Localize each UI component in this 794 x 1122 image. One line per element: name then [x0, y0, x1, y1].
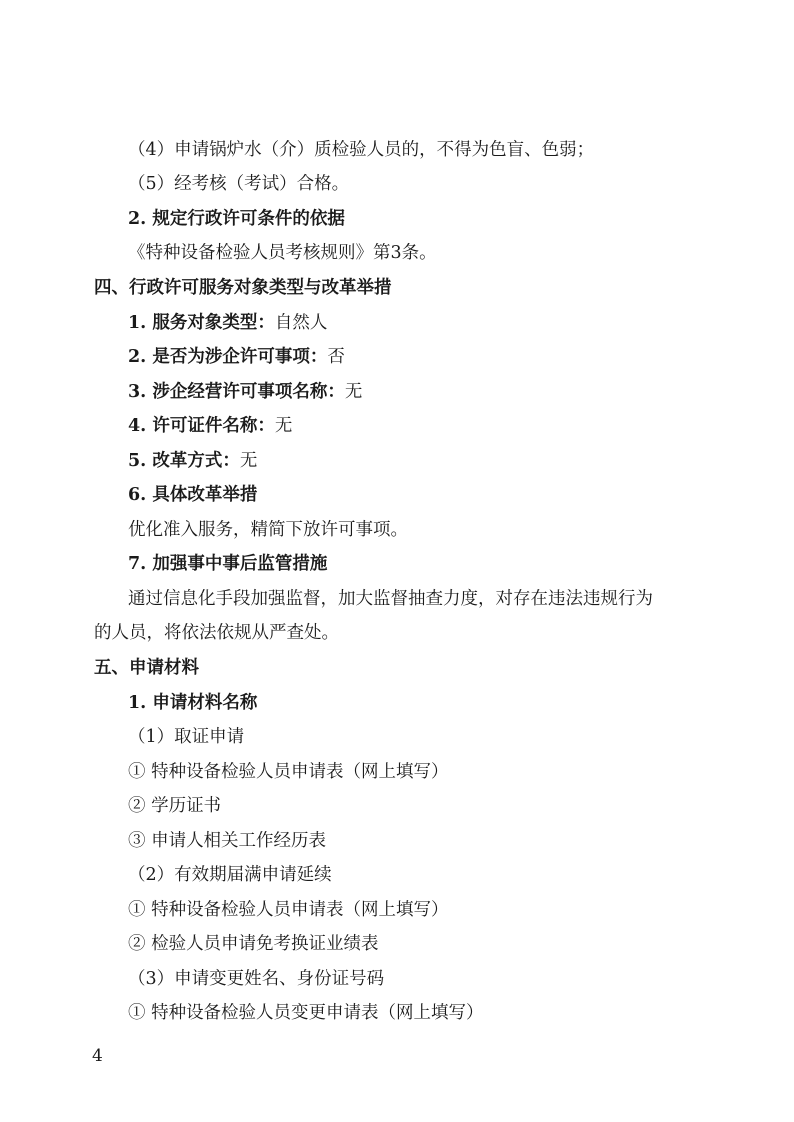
list-item: ① 特种设备检验人员申请表（网上填写）	[128, 900, 449, 920]
paragraph-line: 通过信息化手段加强监督，加大监督抽查力度，对存在违法违规行为	[128, 589, 653, 609]
paragraph-line: 的人员，将依法依规从严查处。	[94, 623, 339, 643]
list-item: ① 特种设备检验人员申请表（网上填写）	[128, 762, 449, 782]
subheading: 1. 申请材料名称	[128, 693, 258, 713]
list-item: （1）取证申请	[128, 727, 245, 747]
subheading: 6. 具体改革举措	[128, 485, 258, 505]
section-heading: 四、行政许可服务对象类型与改革举措	[94, 278, 392, 298]
subheading: 7. 加强事中事后监管措施	[128, 554, 328, 574]
list-item: ① 特种设备检验人员变更申请表（网上填写）	[128, 1003, 484, 1023]
list-item: （2）有效期届满申请延续	[128, 865, 332, 885]
field-line: 4. 许可证件名称：无	[128, 416, 293, 436]
list-item: ② 检验人员申请免考换证业绩表	[128, 934, 379, 954]
section-heading: 五、申请材料	[94, 658, 199, 678]
subheading: 2. 规定行政许可条件的依据	[128, 209, 345, 229]
paragraph-line: （5）经考核（考试）合格。	[128, 174, 350, 194]
field-line: 1. 服务对象类型：自然人	[128, 313, 328, 333]
paragraph-line: 《特种设备检验人员考核规则》第3条。	[128, 243, 437, 263]
list-item: ③ 申请人相关工作经历表	[128, 831, 327, 851]
paragraph-line: 优化准入服务，精简下放许可事项。	[128, 520, 408, 540]
paragraph-line: （4）申请锅炉水（介）质检验人员的，不得为色盲、色弱；	[128, 140, 595, 160]
field-line: 2. 是否为涉企许可事项：否	[128, 347, 345, 367]
list-item: （3）申请变更姓名、身份证号码	[128, 969, 385, 989]
field-line: 5. 改革方式：无	[128, 451, 258, 471]
page-number: 4	[92, 1046, 103, 1066]
field-line: 3. 涉企经营许可事项名称：无	[128, 382, 363, 402]
list-item: ② 学历证书	[128, 796, 222, 816]
